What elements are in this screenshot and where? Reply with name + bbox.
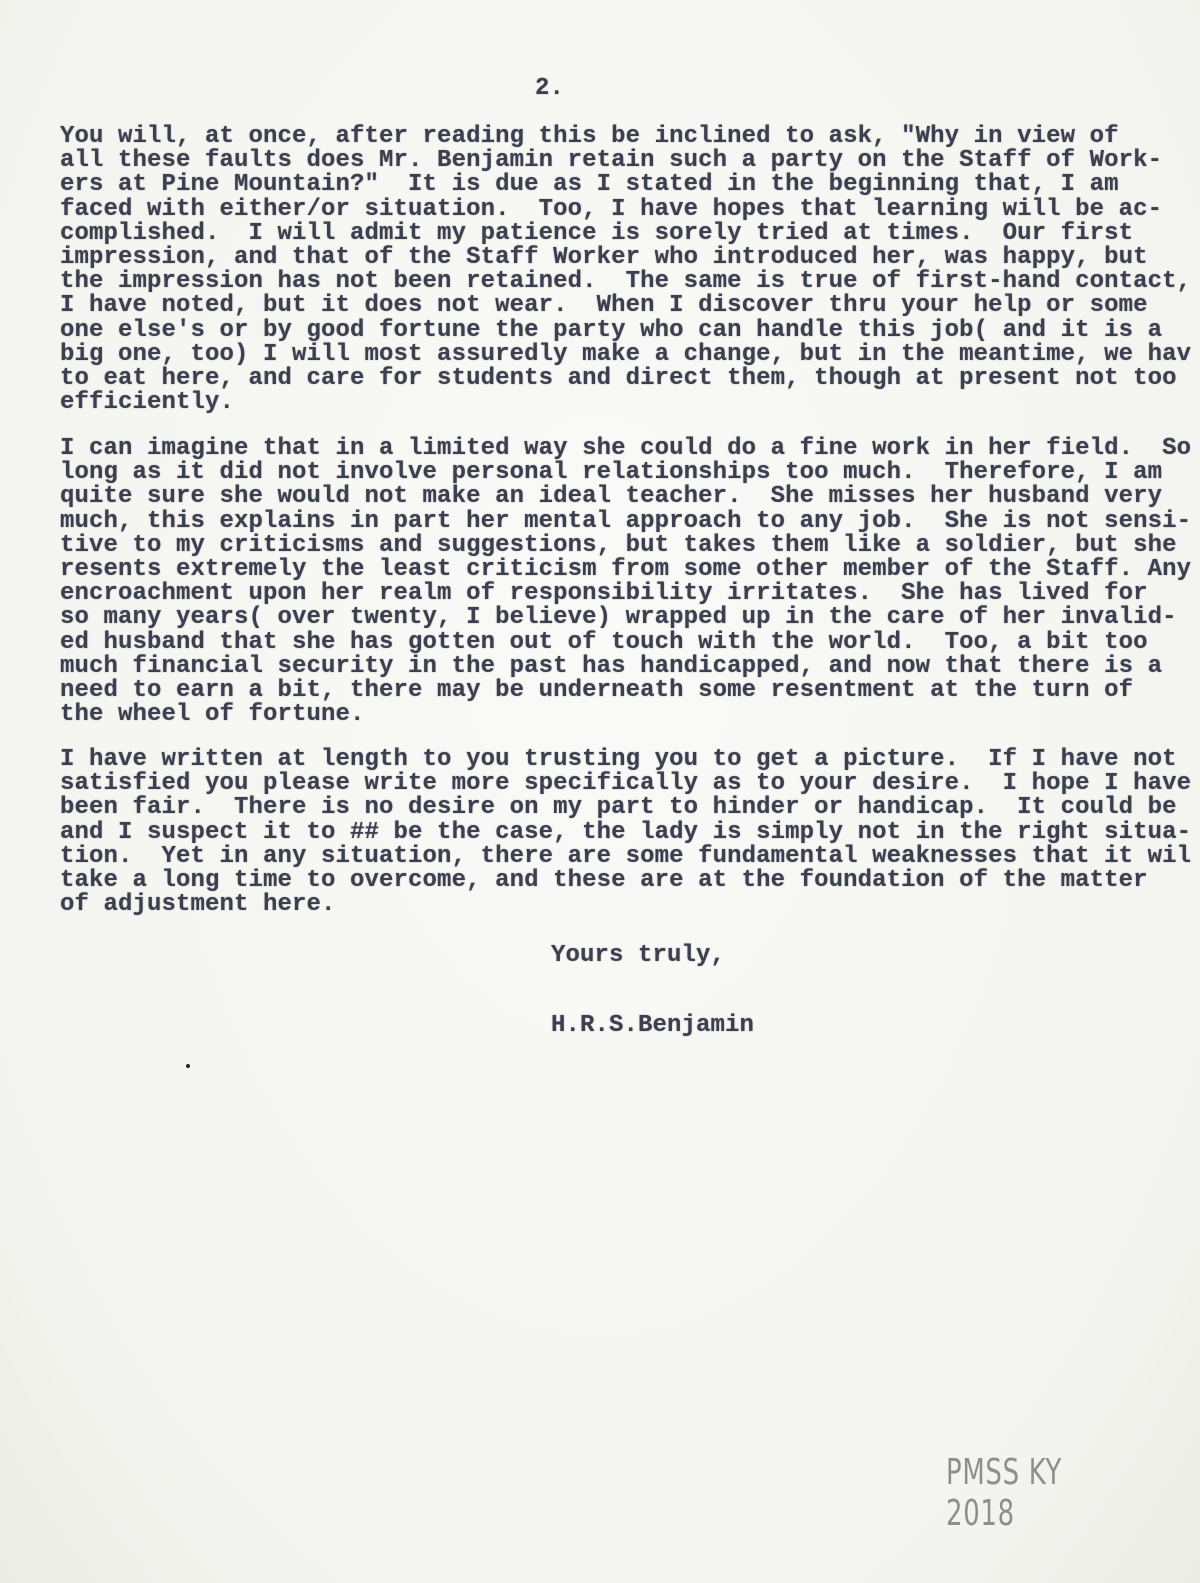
text-line: the wheel of fortune.	[60, 701, 365, 729]
text-line: need to earn a bit, there may be underneath some resentment at the turn of	[60, 676, 1134, 704]
closing: Yours truly,	[551, 942, 726, 969]
text-line: take a long time to overcome, and these are at the foundation of the matter	[60, 866, 1148, 894]
ink-speck	[186, 1064, 190, 1068]
text-line: long as it did not involve personal relationships too much. Therefore, I am	[60, 459, 1163, 487]
text-line: of adjustment here.	[60, 891, 336, 919]
watermark: PMSS KY 2018	[946, 1452, 1063, 1534]
text-line: all these faults does Mr. Benjamin retain such a party on the Staff of Work-	[60, 147, 1163, 175]
text-line: quite sure she would not make an ideal teacher. She misses her husband very	[60, 483, 1163, 511]
paragraph-2	[60, 437, 1191, 727]
text-line: I have written at length to you trusting you to get a picture. If I have not	[60, 746, 1177, 773]
signature: H.R.S.Benjamin	[551, 1012, 755, 1039]
text-line: much, this explains in part her mental approach to any job. She is not sensi-	[60, 507, 1192, 535]
text-line: encroachment upon her realm of responsibility irritates. She has lived for	[60, 580, 1148, 608]
text-line: resents extremely the least criticism from some other member of the Staff. Any	[60, 555, 1192, 583]
text-line: I have noted, but it does not wear. When I discover thru your help or some	[60, 292, 1148, 320]
text-line: the impression has not been retained. The same is true of first-hand contact,	[60, 268, 1192, 296]
paragraph-1	[60, 125, 1191, 415]
text-line: ed husband that she has gotten out of touch with the world. Too, a bit too	[60, 628, 1148, 656]
text-line: You will, at once, after reading this be inclined to ask, "Why in view of	[60, 123, 1119, 150]
text-line: complished. I will admit my patience is sorely tried at times. Our first	[60, 219, 1134, 247]
text-line: efficiently.	[60, 389, 235, 417]
text-line: one else's or by good fortune the party who can handle this job( and it is a	[60, 316, 1163, 344]
text-line: been fair. There is no desire on my part to hinder or handicap. It could be	[60, 794, 1177, 822]
paragraph-3	[60, 748, 1191, 917]
text-line: faced with either/or situation. Too, I have hopes that learning will be ac-	[60, 195, 1163, 223]
text-line: tion. Yet in any situation, there are some fundamental weaknesses that it wil	[60, 842, 1192, 870]
page-number: 2.	[535, 75, 565, 102]
text-line: satisfied you please write more specifically as to your desire. I hope I have	[60, 770, 1192, 798]
text-line: and I suspect it to ## be the case, the lady is simply not in the right situa-	[60, 818, 1192, 846]
text-line: tive to my criticisms and suggestions, but takes them like a soldier, but she	[60, 531, 1177, 559]
text-line: impression, and that of the Staff Worker who introduced her, was happy, but	[60, 243, 1148, 271]
text-line: so many years( over twenty, I believe) wrapped up in the care of her invalid-	[60, 604, 1177, 632]
text-line: I can imagine that in a limited way she could do a fine work in her field. So	[60, 435, 1192, 462]
text-line: to eat here, and care for students and direct them, though at present not too	[60, 364, 1177, 392]
text-line: much financial security in the past has handicapped, and now that there is a	[60, 652, 1163, 680]
text-line: big one, too) I will most assuredly make a change, but in the meantime, we hav	[60, 340, 1192, 368]
text-line: ers at Pine Mountain?" It is due as I stated in the beginning that, I am	[60, 171, 1119, 199]
